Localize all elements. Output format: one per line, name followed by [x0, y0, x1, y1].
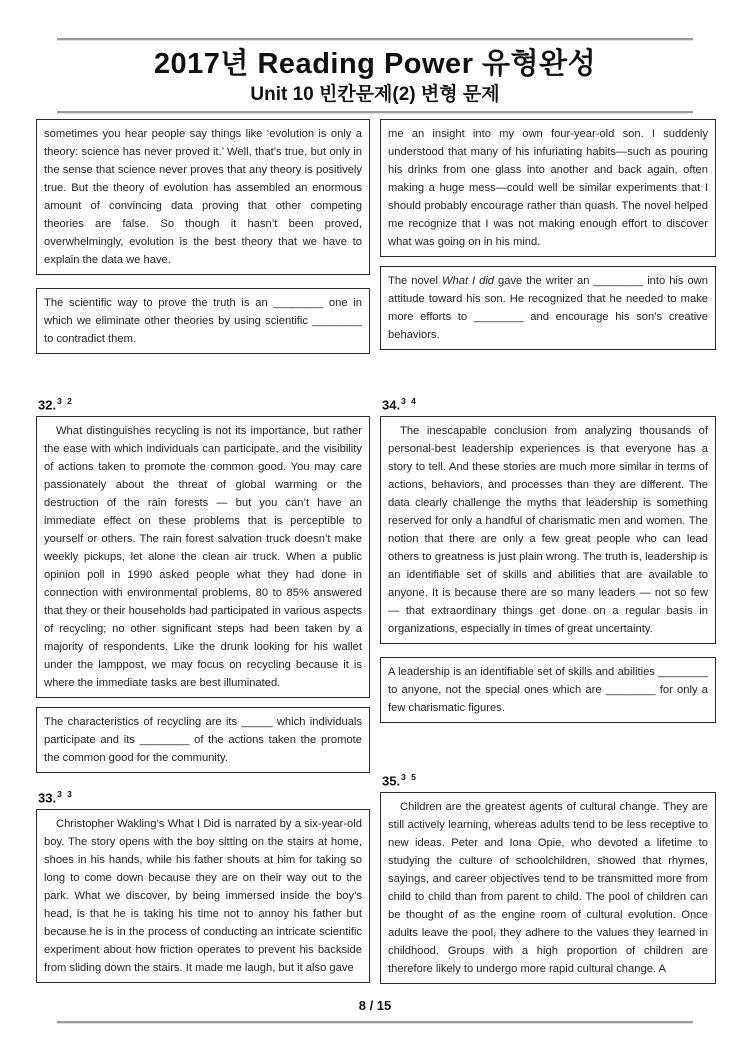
left-column	[36, 0, 370, 1060]
question-number: 33.	[38, 790, 57, 806]
summary-novel-rest: gave the writer an ________ into his own attitude toward his son. He recognized that he needed to make more efforts to ________ and encourage his son’s creative behaviors.	[388, 275, 708, 341]
right-column	[380, 0, 716, 1060]
question-superscript: 3 4	[401, 396, 418, 406]
question-35-section	[380, 772, 716, 984]
question-34-section	[380, 396, 716, 723]
footer-rule	[57, 1021, 693, 1024]
passage-children: Children are the greatest agents of cultural change. They are still actively learning, whereas adults tend to be less receptive to new ideas. Peter and Iona Opie, who devoted a lifetime to studying the culture of schoolchildren, showed that rhymes, sayings, and career objectives tend to be transmitted more from child to child than from parent to child. The pool of children can be thought of as the engine room of cultural evolution. Once adults leave the pool, they adhere to the values they learned in childhood. Groups with a high proportion of children are therefore likely to undergo more rapid cultural change. A	[380, 792, 716, 984]
question-superscript: 3 3	[57, 789, 74, 799]
page-subtitle: Unit 10 빈칸문제(2) 변형 문제	[250, 84, 500, 105]
question-label-32	[38, 396, 370, 412]
passage-leadership: The inescapable conclusion from analyzing thousands of personal-best leadership experiences is that everyone has a story to tell. And these stories are much more similar in terms of actions, behaviors, and processes than they are different. The data clearly challenge the myths that leadership is something reserved for only a handful of charismatic men and women. The notion that there are only a few great people who can lead others to greatness is just plain wrong. The truth is, leadership is an identifiable set of skills and abilities that are available to anyone. It is because there are so many leaders — not so few — that extraordinary things get done on a regular basis in organizations, especially in times of great uncertainty.	[380, 416, 716, 644]
question-number: 34.	[382, 397, 401, 413]
question-33-section	[36, 789, 370, 983]
question-32-section	[36, 396, 370, 773]
question-label-34	[382, 396, 716, 412]
evolution-section	[36, 119, 370, 354]
summary-box-novel	[380, 266, 716, 350]
summary-box-recycling: The characteristics of recycling are its _____ which individuals participate and its ________ of the actions taken the promote the common good for the community.	[36, 707, 370, 773]
novel-title-italic: What I did	[441, 275, 495, 287]
question-superscript: 3 5	[401, 772, 418, 782]
page-title: 2017년 Reading Power 유형완성	[153, 48, 597, 80]
question-label-35	[382, 772, 716, 788]
summary-box-leadership: A leadership is an identifiable set of skills and abilities ________ to anyone, not the special ones which are ________ for only a few charismatic figures.	[380, 657, 716, 723]
page-number: 8 / 15	[358, 998, 392, 1013]
passage-recycling: What distinguishes recycling is not its importance, but rather the ease with which individuals can participate, and the visibility of actions taken to promote the common good. You may care passionately about the threat of global warming or the destruction of the rain forests — but you can’t have an immediate effect on these problems that is perceptible to yourself or others. The rain forest salvation truck doesn’t make weekly pickups, let alone the clean air truck. When a public opinion poll in 1990 asked people what they had done in connection with environmental problems, 80 to 85% answered that they or their households had participated in various aspects of recycling; no other significant steps had been taken by a majority of respondents. Like the drunk looking for his wallet under the lamppost, we may focus on recycling because it is where the immediate tasks are best illuminated.	[36, 416, 370, 698]
novel-section	[380, 119, 716, 350]
passage-wakling: Christopher Wakling’s What I Did is narrated by a six-year-old boy. The story opens with the boy sitting on the stairs at home, shoes in his hands, while his father shouts at him for taking so long to come down because they are on their way out to the park. What we discover, by being immersed inside the boy’s head, is that he is taking his time not to annoy his father but because he is in the process of conducting an intricate scientific experiment about how friction operates to prevent his backside from sliding down the stairs. It made me laugh, but it also gave	[36, 809, 370, 983]
passage-son: me an insight into my own four-year-old son. I suddenly understood that many of his infuriating habits—such as pouring his drinks from one glass into another and back again, often making a huge mess—could well be similar experiments that I should probably encourage rather than quash. The novel helped me recognize that I was not making enough effort to discover what was going on in his mind.	[380, 119, 716, 257]
question-label-33	[38, 789, 370, 805]
question-superscript: 3 2	[57, 396, 74, 406]
question-number: 32.	[38, 397, 57, 413]
summary-novel-prefix: The novel	[388, 275, 442, 287]
question-number: 35.	[382, 773, 401, 789]
passage-evolution: sometimes you hear people say things like ‘evolution is only a theory: science has never proved it.’ Well, that’s true, but only in the sense that science never proves that any theory is positively true. But the theory of evolution has assembled an enormous amount of convincing data proving that other competing theories are false. So though it hasn’t been proved, overwhelmingly, evolution is the best theory that we have to explain the data we have.	[36, 119, 370, 275]
summary-box-evolution: The scientific way to prove the truth is an ________ one in which we eliminate other theories by using scientific ________ to contradict them.	[36, 288, 370, 354]
